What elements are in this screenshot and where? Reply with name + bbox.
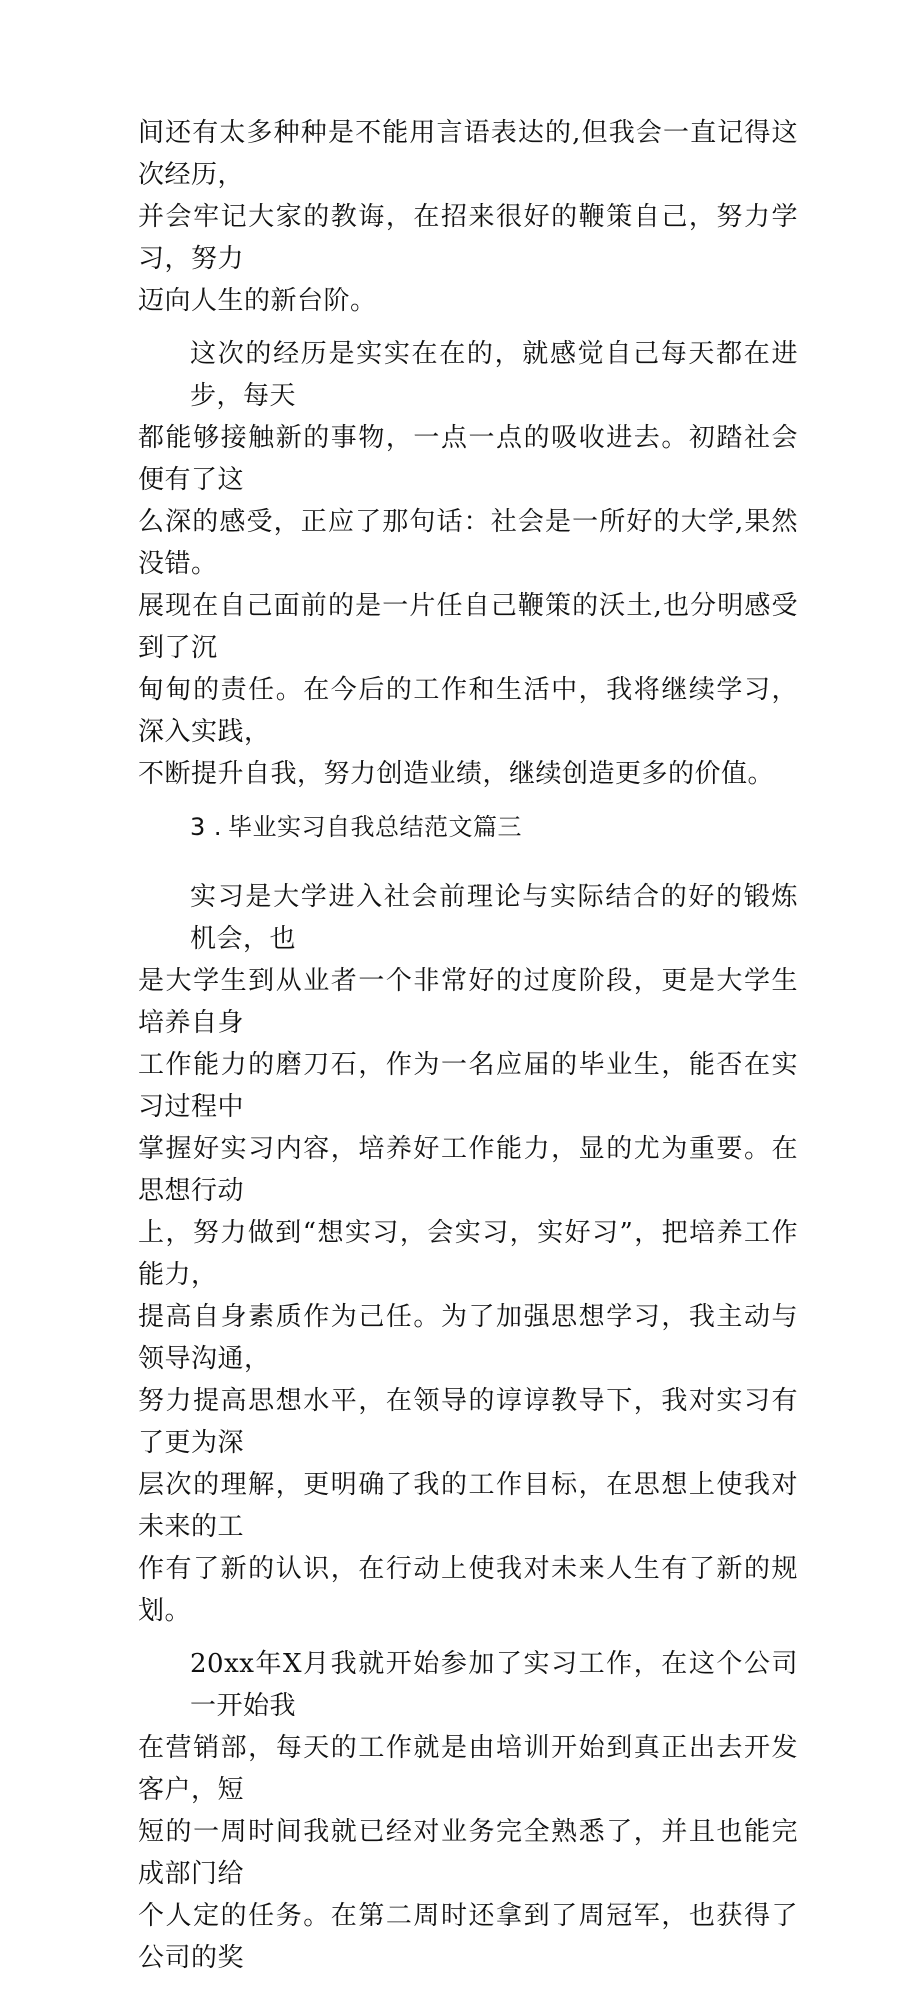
- paragraph-line: 短的一周时间我就已经对业务完全熟悉了，并且也能完成部门给: [138, 1817, 798, 1889]
- paragraph-2: [138, 333, 798, 795]
- paragraph-line: 努力提高思想水平，在领导的谆谆教导下，我对实习有了更为深: [138, 1386, 798, 1458]
- paragraph-line: 么深的感受，正应了那句话：社会是一所好的大学,果然没错。: [138, 507, 798, 579]
- paragraph-line: 上，努力做到“想实习，会实习，实好习”，把培养工作能力，: [138, 1218, 798, 1290]
- section-heading: [138, 806, 798, 848]
- paragraph-line: 在营销部，每天的工作就是由培训开始到真正出去开发客户，短: [138, 1733, 798, 1805]
- section-number: 3 .: [190, 813, 223, 841]
- document-body: [138, 112, 798, 1990]
- paragraph-line: 层次的理解，更明确了我的工作目标，在思想上使我对未来的工: [138, 1470, 798, 1542]
- paragraph-line: 个人定的任务。在第二周时还拿到了周冠军，也获得了公司的奖: [138, 1901, 798, 1973]
- paragraph-line: 迈向人生的新台阶。: [138, 286, 377, 316]
- paragraph-line: 掌握好实习内容，培养好工作能力，显的尤为重要。在思想行动: [138, 1134, 798, 1206]
- paragraph-line: 是大学生到从业者一个非常好的过度阶段，更是大学生培养自身: [138, 966, 798, 1038]
- paragraph-3: [138, 876, 798, 1632]
- section-title: 毕业实习自我总结范文篇三: [228, 813, 523, 841]
- paragraph-4: [138, 1643, 798, 1979]
- paragraph-line: 20xx年X月我就开始参加了实习工作，在这个公司一开始我: [190, 1649, 798, 1721]
- paragraph-line: 这次的经历是实实在在的，就感觉自己每天都在进步，每天: [190, 339, 798, 411]
- paragraph-line: 甸甸的责任。在今后的工作和生活中，我将继续学习，深入实践，: [138, 675, 798, 747]
- paragraph-line: 间还有太多种种是不能用言语表达的,但我会一直记得这次经历，: [138, 118, 798, 190]
- paragraph-line: 都能够接触新的事物，一点一点的吸收进去。初踏社会便有了这: [138, 423, 798, 495]
- paragraph-line: 提高自身素质作为己任。为了加强思想学习，我主动与领导沟通，: [138, 1302, 798, 1374]
- paragraph-line: 不断提升自我，努力创造业绩，继续创造更多的价值。: [138, 759, 775, 789]
- paragraph-line: 实习是大学进入社会前理论与实际结合的好的锻炼机会，也: [190, 882, 798, 954]
- paragraph-line: 工作能力的磨刀石，作为一名应届的毕业生，能否在实习过程中: [138, 1050, 798, 1122]
- paragraph-1: [138, 112, 798, 322]
- paragraph-line: 作有了新的认识，在行动上使我对未来人生有了新的规划。: [138, 1554, 798, 1626]
- paragraph-line: 并会牢记大家的教诲，在招来很好的鞭策自己，努力学习，努力: [138, 202, 798, 274]
- paragraph-line: 展现在自己面前的是一片任自己鞭策的沃土,也分明感受到了沉: [138, 591, 798, 663]
